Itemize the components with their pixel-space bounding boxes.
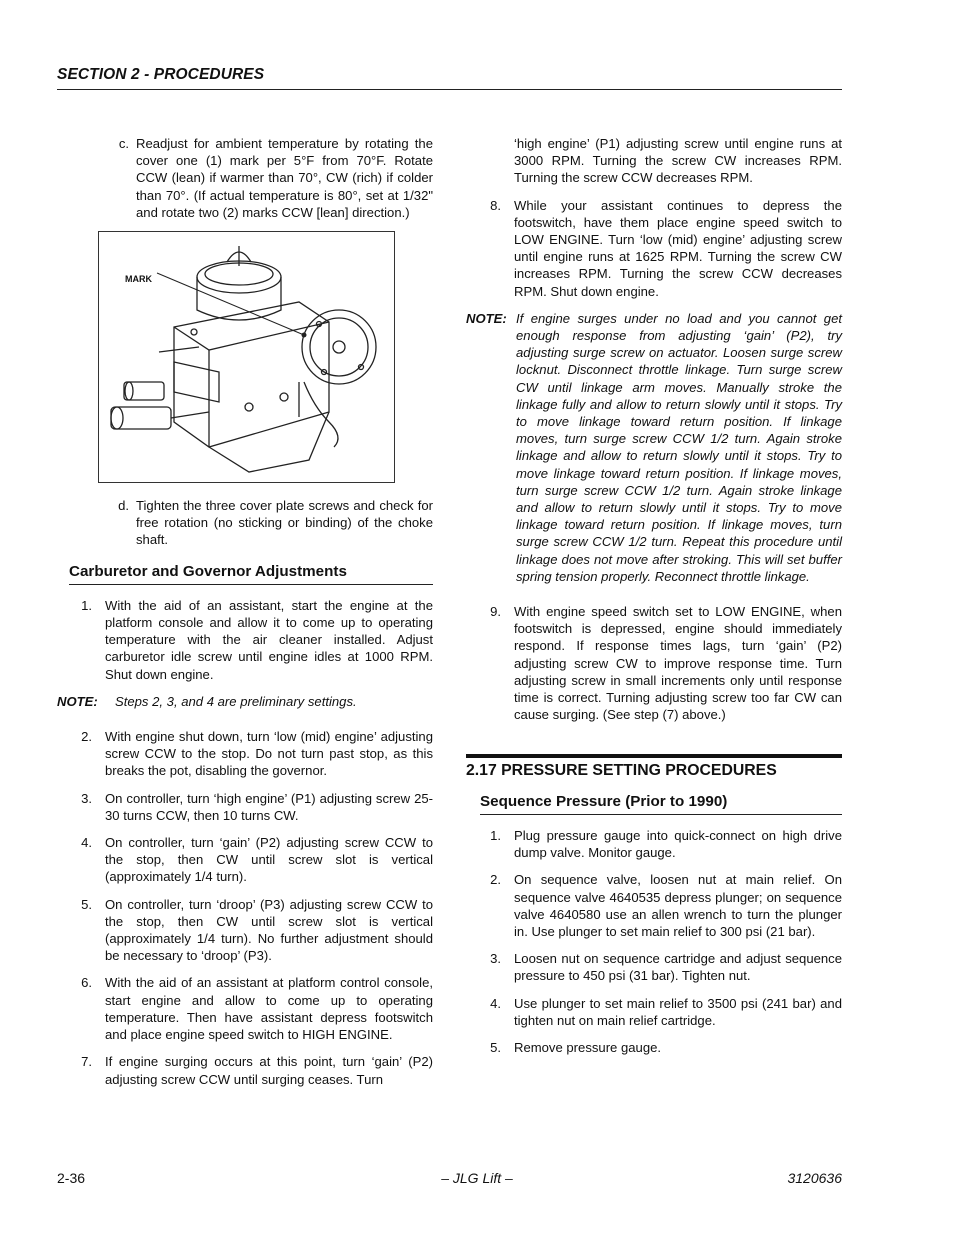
step-text: Readjust for ambient temperature by rotating the cover one (1) mark per 5°F from 70°F. Rotate CCW (lean) if warmer than 70°, CW (rich) if colder than 70°. (If actual temperature is 80°, set at 1/32" and rotate two (2) marks CCW [lean] direction.) (136, 136, 433, 220)
step-c (57, 135, 433, 221)
note-label: NOTE: (57, 693, 98, 709)
step-d (57, 497, 433, 549)
step-2 (57, 728, 433, 780)
step-label: 5. (81, 896, 92, 912)
step-4 (57, 834, 433, 886)
step-text: On controller, turn ‘gain’ (P2) adjusting screw CCW to the stop, then CW until screw slot is vertical (approximately 1/4 turn). (105, 835, 433, 885)
section-heading-2-17: 2.17 PRESSURE SETTING PROCEDURES (466, 754, 842, 779)
carburetor-governor-heading: Carburetor and Governor Adjustments (69, 563, 433, 585)
note-text: Steps 2, 3, and 4 are preliminary settings. (115, 693, 357, 709)
step-text: On controller, turn ‘droop’ (P3) adjusting screw CCW to the stop, then CW until screw slot is vertical (approximately 1/4 turn). No further adjustment should be necessary to ‘droop’ (P3). (105, 896, 433, 964)
step-6 (57, 974, 433, 1043)
carburetor-illustration (99, 232, 394, 482)
note-text: If engine surges under no load and you cannot get enough response from adjusting ‘gain’ (P2), try adjusting surge screw on actuator. Loosen surge screw locknut. Disconnect throttle linkage. Turn surge screw CW until linkage arm moves. Manually stroke the linkage fully and allow to return slowly until it stops. Try to move linkage toward return position. If linkage moves, turn surge screw CCW 1/2 turn. Again stroke linkage and allow to return slowly until it stops. Try to move linkage toward return position. If linkage moves, turn surge screw CCW 1/2 turn. Again stroke linkage and allow to return slowly until it stops. Try to move linkage toward return position. If linkage moves, turn surge screw CCW 1/2 turn. Repeat this procedure until linkage does not move after stroking. This will set buffer spring tension properly. Reconnect throttle linkage. (516, 310, 842, 584)
note-label: NOTE: (466, 310, 507, 326)
footer-brand: – JLG Lift – (441, 1170, 513, 1186)
step-label: 7. (81, 1054, 92, 1070)
step-label: 4. (81, 835, 92, 851)
step-7 (57, 1053, 433, 1087)
step-text: ‘high engine’ (P1) adjusting screw until engine runs at 3000 RPM. Turning the screw CW increases RPM. Turning the screw CCW decreases RPM. (514, 136, 842, 186)
header-rule (57, 89, 842, 90)
note-surge (466, 310, 842, 585)
step-label: 6. (81, 975, 92, 991)
step-text: If engine surging occurs at this point, turn ‘gain’ (P2) adjusting screw CCW until surging ceases. Turn (105, 1054, 433, 1087)
step-text: Loosen nut on sequence cartridge and adjust sequence pressure to 450 psi (31 bar). Tighten nut. (514, 951, 842, 984)
document-number: 3120636 (787, 1170, 842, 1186)
step-text: With the aid of an assistant, start the engine at the platform console and allow it to come up to operating temperature with the air cleaner installed. Adjust carburetor idle screw until engine idles at 1000 RPM. Shut down engine. (105, 597, 433, 682)
pressure-step-4 (466, 995, 842, 1029)
step-1 (57, 597, 433, 683)
step-text: With the aid of an assistant at platform control console, start engine and allow to come up to operating temperature. Then have assistant depress footswitch and place engine speed switch to HIGH ENGINE. (105, 975, 433, 1043)
step-text: With engine speed switch set to LOW ENGINE, when footswitch is depressed, engine should immediately respond. If response times lags, turn ‘gain’ (P2) adjusting screw CW to improve response time. Turn adjusting screw in small increments only until response time is correct. Turning adjusting screw too far CW can cause surging. (See step (7) above.) (514, 604, 842, 723)
page-header (57, 66, 842, 84)
step-text: Tighten the three cover plate screws and check for free rotation (no sticking or binding) of the choke shaft. (136, 498, 433, 548)
pressure-step-3 (466, 950, 842, 984)
step-label: 1. (490, 827, 501, 843)
step-text: On sequence valve, loosen nut at main relief. On sequence valve 4640535 depress plunger; on sequence valve 4640580 use an allen wrench to turn the plunger in. Use plunger to set main relief to 300 psi (21 bar). (514, 872, 842, 939)
mark-label: MARK (125, 274, 152, 285)
step-label: 2. (490, 872, 501, 888)
step-text: With engine shut down, turn ‘low (mid) engine’ adjusting screw CCW to the stop. Do not turn past stop, as this breaks the pot, disabling the governor. (105, 729, 433, 779)
step-label: 4. (490, 995, 501, 1011)
step-label: 8. (490, 197, 501, 213)
step-text: While your assistant continues to depress the footswitch, have them place engine speed switch to LOW ENGINE. Turn ‘low (mid) engine’ adjusting screw until engine runs at 1625 RPM. Turning the screw CW increases RPM. Turning the screw CCW decreases RPM. Shut down engine. (514, 197, 842, 299)
step-label: 9. (490, 604, 501, 620)
step-label: 3. (81, 790, 92, 806)
step-label: d. (118, 498, 129, 514)
sequence-pressure-heading: Sequence Pressure (Prior to 1990) (480, 793, 842, 815)
pressure-step-5 (466, 1039, 842, 1056)
step-label: 2. (81, 729, 92, 745)
step-text: On controller, turn ‘high engine’ (P1) adjusting screw 25-30 turns CCW, then 10 turns CW. (105, 790, 433, 823)
pressure-step-1 (466, 827, 842, 861)
step-3 (57, 790, 433, 824)
step-label: c. (118, 136, 129, 151)
step-text: Remove pressure gauge. (514, 1039, 662, 1055)
pressure-step-2 (466, 871, 842, 940)
step-5 (57, 896, 433, 965)
step-label: 5. (490, 1039, 501, 1055)
step-8 (466, 197, 842, 300)
step-text: Plug pressure gauge into quick-connect on high drive dump valve. Monitor gauge. (514, 827, 842, 861)
step-9 (466, 603, 842, 723)
page-number: 2-36 (57, 1170, 86, 1186)
carburetor-figure (98, 231, 395, 483)
section-header-title: SECTION 2 - PROCEDURES (57, 66, 265, 83)
step-text: Use plunger to set main relief to 3500 psi (241 bar) and tighten nut on main relief cartridge. (514, 995, 842, 1028)
left-column (57, 135, 433, 1098)
note-preliminary (57, 693, 433, 710)
step-label: 1. (81, 597, 92, 613)
right-column (466, 135, 842, 1066)
step-label: 3. (490, 951, 501, 967)
step-7-continued (466, 135, 842, 187)
